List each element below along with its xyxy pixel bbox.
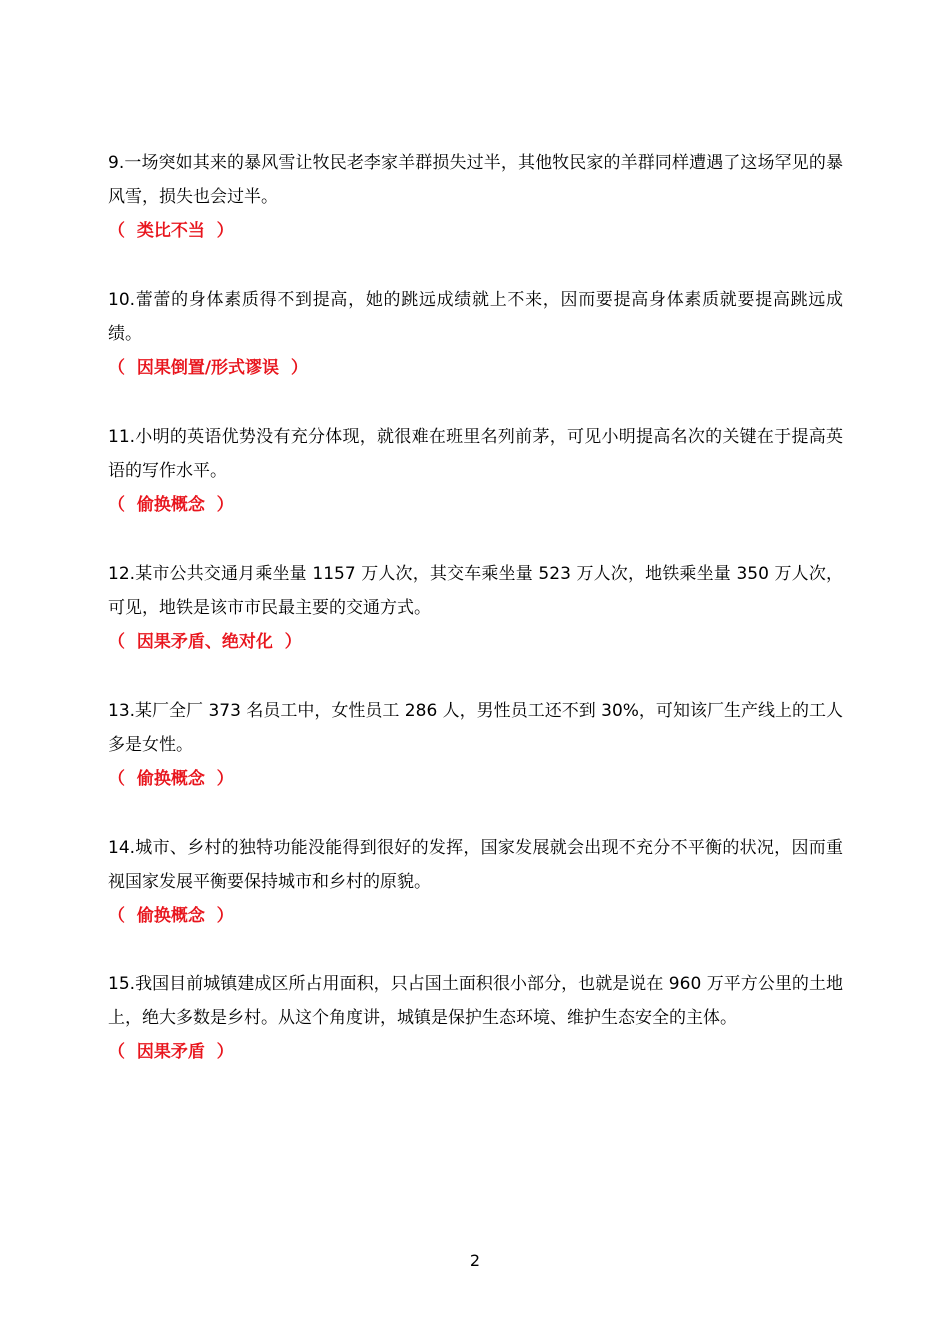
question-text: 11.小明的英语优势没有充分体现，就很难在班里名列前茅，可见小明提高名次的关键在于提高英语的写作水平。 [108, 427, 843, 481]
question-11 [108, 420, 843, 522]
answer-label: （ 偷换概念 ） [108, 495, 234, 515]
question-text: 13.某厂全厂 373 名员工中，女性员工 286 人，男性员工还不到 30%，可知该厂生产线上的工人多是女性。 [108, 701, 843, 755]
question-text: 14.城市、乡村的独特功能没能得到很好的发挥，国家发展就会出现不充分不平衡的状况，因而重视国家发展平衡要保持城市和乡村的原貌。 [108, 838, 843, 892]
answer-label: （ 因果矛盾、绝对化 ） [108, 632, 302, 652]
question-text: 12.某市公共交通月乘坐量 1157 万人次，其交车乘坐量 523 万人次，地铁乘坐量 350 万人次，可见，地铁是该市市民最主要的交通方式。 [108, 564, 843, 618]
question-15 [108, 967, 843, 1069]
question-10 [108, 283, 843, 385]
answer-label: （ 因果倒置/形式谬误 ） [108, 358, 308, 378]
question-13 [108, 694, 843, 796]
question-text: 9.一场突如其来的暴风雪让牧民老李家羊群损失过半，其他牧民家的羊群同样遭遇了这场罕见的暴风雪，损失也会过半。 [108, 153, 843, 207]
question-text: 15.我国目前城镇建成区所占用面积，只占国土面积很小部分，也就是说在 960 万平方公里的土地上，绝大多数是乡村。从这个角度讲，城镇是保护生态环境、维护生态安全的主体。 [108, 974, 843, 1028]
page-number: 2 [469, 1251, 481, 1270]
question-12 [108, 557, 843, 659]
answer-label: （ 因果矛盾 ） [108, 1042, 234, 1062]
question-14 [108, 831, 843, 933]
answer-label: （ 偷换概念 ） [108, 769, 234, 789]
question-text: 10.蕾蕾的身体素质得不到提高，她的跳远成绩就上不来，因而要提高身体素质就要提高跳远成绩。 [108, 290, 843, 344]
question-9 [108, 146, 843, 248]
answer-label: （ 偷换概念 ） [108, 906, 234, 926]
answer-label: （ 类比不当 ） [108, 221, 234, 241]
